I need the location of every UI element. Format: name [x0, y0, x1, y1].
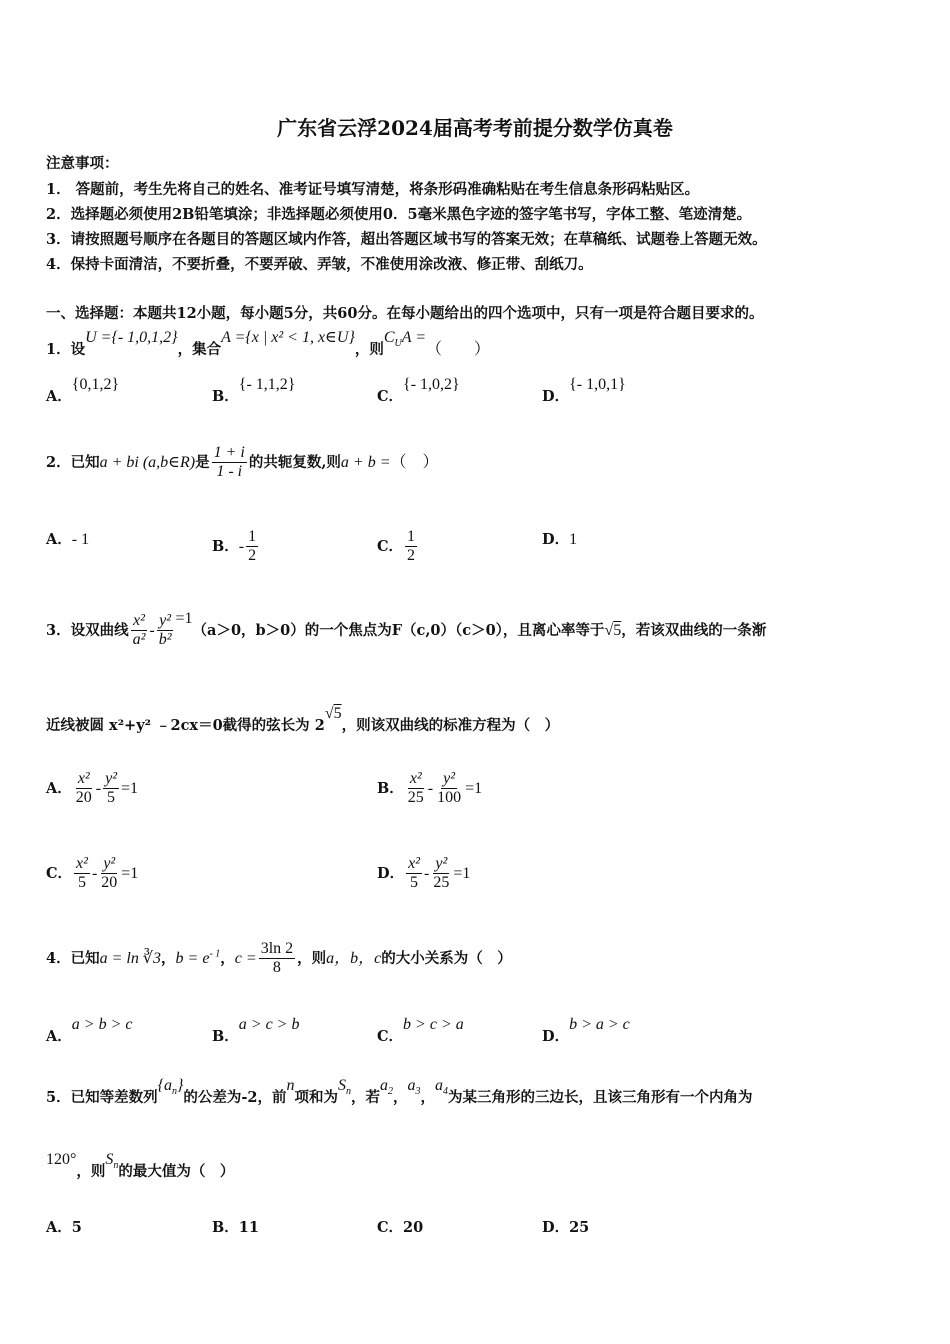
q2-option-a[interactable]: A．- 1 — [46, 531, 90, 548]
q2-option-b[interactable]: B．- $\frac{1}{2}$ — [212, 528, 257, 565]
q1-option-a[interactable]: A．{0,1,2} — [46, 376, 120, 405]
notice-item-2: 2．选择题必须使用2B铅笔填涂；非选择题必须使用0．5毫米黑色字迹的签字笔书写，字体工整、笔迹清楚。 — [46, 206, 752, 223]
q4-option-d[interactable]: D．b > a > c — [542, 1016, 630, 1045]
q1-option-d[interactable]: D．{- 1,0,1} — [542, 376, 626, 405]
question-3: 3．设双曲线 $\frac{\text{x²}}{\text{a²}}$ - $\frac{\text{y²}}{\text{b²}}$ =1（a＞0，b＞0）的一个焦点为F（c,0）（c＞0），且离心率等于√5，若该双曲线的一条渐 — [46, 609, 767, 649]
q3-option-b[interactable]: B． $\frac{\text{x²}}{25}$ - $\frac{\text{y²}}{100}$ =1 — [377, 770, 483, 807]
q3-option-c[interactable]: C． $\frac{\text{x²}}{5}$ - $\frac{\text{y²}}{20}$ =1 — [46, 855, 139, 892]
q1-option-b[interactable]: B．{- 1,1,2} — [212, 376, 296, 405]
q5-option-c[interactable]: C．20 — [377, 1219, 424, 1236]
q4-option-b[interactable]: B．a > c > b — [212, 1016, 300, 1045]
notice-item-3: 3．请按照题号顺序在各题目的答题区域内作答，超出答题区域书写的答案无效；在草稿纸、试题卷上答题无效。 — [46, 231, 767, 248]
q3-option-a[interactable]: A． $\frac{\text{x²}}{20}$ - $\frac{\text{y²}}{5}$ =1 — [46, 770, 139, 807]
q4-option-c[interactable]: C．b > c > a — [377, 1016, 464, 1045]
q2-option-d[interactable]: D．1 — [542, 531, 578, 548]
q5-option-b[interactable]: B．11 — [212, 1219, 259, 1236]
notice-heading: 注意事项： — [46, 155, 119, 172]
q5-option-a[interactable]: A．5 — [46, 1219, 82, 1236]
q5-option-d[interactable]: D．25 — [542, 1219, 590, 1236]
question-1: 1．设U ={- 1,0,1,2}，集合A ={x | x² < 1, x∈U}，则$C_UA$ =（ ） — [46, 329, 491, 358]
question-3-line-2: 近线被圆 x²+y² ﹣2cx＝0截得的弦长为 2√5，则该双曲线的标准方程为（ ） — [46, 705, 560, 734]
notice-item-1: 1． 答题前，考生先将自己的姓名、准考证号填写清楚，将条形码准确粘贴在考生信息条形码粘贴区。 — [46, 181, 700, 198]
q2-option-c[interactable]: C． $\frac{1}{2}$ — [377, 528, 416, 565]
question-2: 2．已知a + bi (a,b∈R)是 $\frac{1 + i}{1 - i}$ 的共轭复数,则a + b =（ ） — [46, 444, 439, 481]
notice-item-4: 4．保持卡面清洁，不要折叠，不要弄破、弄皱，不准使用涂改液、修正带、刮纸刀。 — [46, 256, 593, 273]
question-5-line-2: 120°，则$S_n$的最大值为（ ） — [46, 1151, 235, 1180]
section-heading: 一、选择题：本题共12小题，每小题5分，共60分。在每小题给出的四个选项中，只有一项是符合题目要求的。 — [46, 305, 764, 322]
question-4: 4．已知a = ln ∛3，$b = e^{- 1}$，c = $\frac{3\ln 2}{8}$ ，则a，b，c的大小关系为（ ） — [46, 940, 512, 977]
q3-option-d[interactable]: D． $\frac{\text{x²}}{5}$ - $\frac{\text{y²}}{25}$ =1 — [377, 855, 471, 892]
q1-option-c[interactable]: C．{- 1,0,2} — [377, 376, 460, 405]
q4-option-a[interactable]: A．a > b > c — [46, 1016, 133, 1045]
page-title: 广东省云浮2024届高考考前提分数学仿真卷 — [277, 116, 673, 140]
question-5: 5．已知等差数列$\{a_n\}$的公差为-2，前n项和为$S_n$，若$a_2$，$a_3$，$a_4$为某三角形的三边长，且该三角形有一个内角为 — [46, 1077, 753, 1106]
